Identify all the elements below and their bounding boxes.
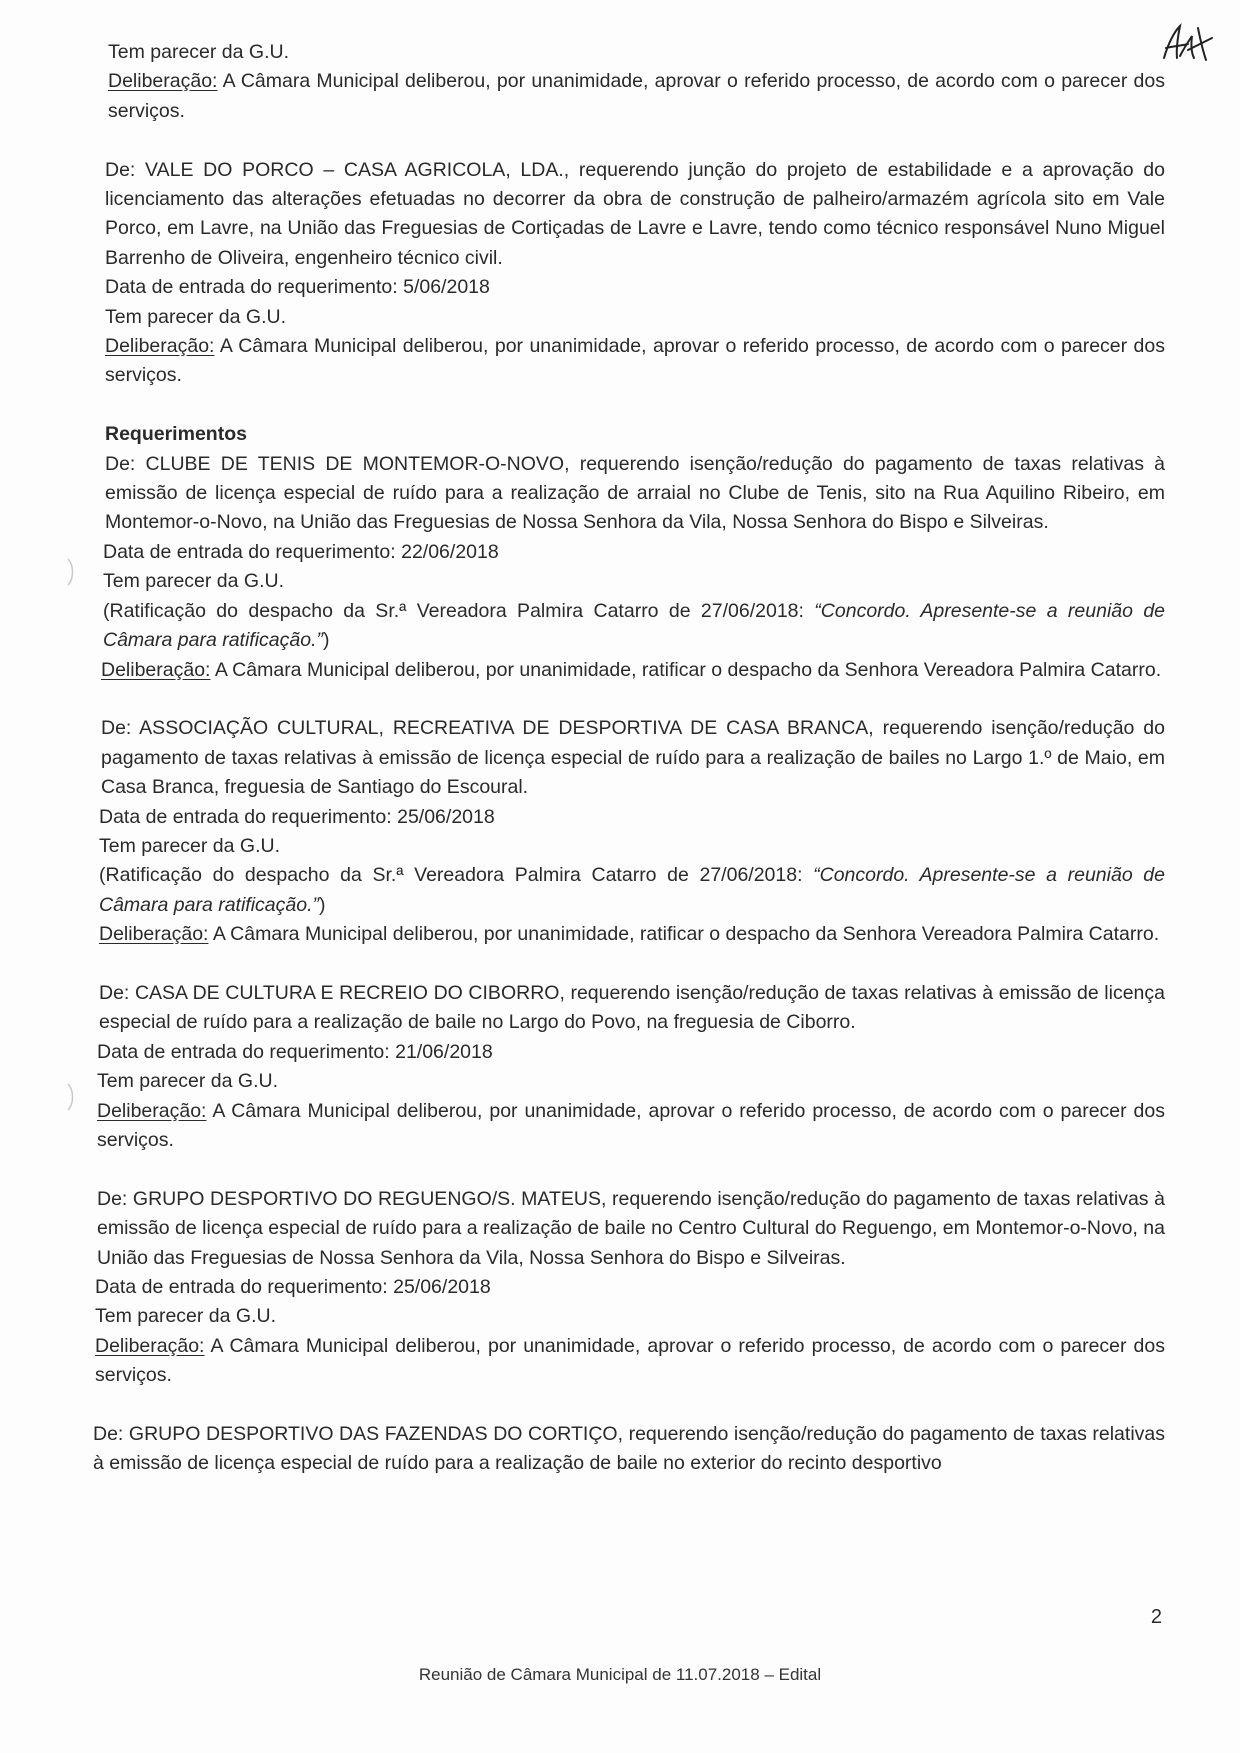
parecer-line: Tem parecer da G.U. [108, 41, 289, 63]
request-paragraph: De: CLUBE DE TENIS DE MONTEMOR-O-NOVO, requerendo isenção/redução do pagamento de taxas relativas à emissão de licença especial de ruído para a realização de arraial no Clube de Tenis, sito na Rua Aquilino Ribeiro, em Montemor-o-Novo, na União das Freguesias de Nossa Senhora da Vila, Nossa Senhora do Bispo e Silveiras. [105, 452, 1165, 534]
ratificacao-suffix: ) [319, 893, 326, 916]
deliberacao-text: A Câmara Municipal deliberou, por unanimidade, aprovar o referido processo, de acordo com o parecer dos serviços. [108, 70, 1165, 122]
deliberacao-paragraph [97, 1097, 1165, 1156]
parecer-line: Tem parecer da G.U. [99, 834, 280, 857]
data-entrada-line: Data de entrada do requerimento: 22/06/2018 [103, 540, 499, 563]
document-body [93, 38, 1166, 1479]
ratificacao-prefix: (Ratificação do despacho da Sr.ª Vereadora Palmira Catarro de 27/06/2018: [99, 864, 814, 887]
data-entrada-line: Data de entrada do requerimento: 25/06/2018 [95, 1275, 491, 1298]
data-entrada-line: Data de entrada do requerimento: 25/06/2018 [99, 805, 495, 828]
deliberacao-paragraph [95, 1332, 1165, 1391]
ratificacao-paragraph [103, 597, 1165, 656]
deliberacao-label: Deliberação: [101, 658, 211, 681]
deliberacao-label: Deliberação: [99, 923, 209, 946]
punch-hole-mark [46, 555, 76, 589]
deliberacao-label: Deliberação: [108, 70, 218, 93]
deliberacao-text: A Câmara Municipal deliberou, por unanimidade, ratificar o despacho da Senhora Vereadora Palmira Catarro. [210, 658, 1162, 681]
deliberacao-paragraph [99, 920, 1165, 949]
section-heading: Requerimentos [105, 423, 247, 446]
deliberacao-text: A Câmara Municipal deliberou, por unanimidade, aprovar o referido processo, de acordo com o parecer dos serviços. [95, 1334, 1165, 1387]
data-entrada-line: Data de entrada do requerimento: 5/06/2018 [105, 276, 490, 299]
data-entrada-line: Data de entrada do requerimento: 21/06/2018 [97, 1040, 493, 1063]
parecer-line: Tem parecer da G.U. [95, 1305, 276, 1328]
parecer-line: Tem parecer da G.U. [103, 570, 284, 593]
page-footer: Reunião de Câmara Municipal de 11.07.2018 – Edital [418, 1665, 822, 1684]
deliberacao-label: Deliberação: [95, 1334, 205, 1357]
deliberacao-text: A Câmara Municipal deliberou, por unanimidade, aprovar o referido processo, de acordo com o parecer dos serviços. [97, 1099, 1165, 1151]
request-paragraph: De: GRUPO DESPORTIVO DAS FAZENDAS DO CORTIÇO, requerendo isenção/redução do pagamento de taxas relativas à emissão de licença especial de ruído para a realização de baile no exterior do recinto desportivo [93, 1423, 1165, 1475]
ratificacao-quote: “Concordo. Apresente-se a reunião de Câmara para ratificação.” [103, 599, 1166, 652]
ratificacao-suffix: ) [323, 629, 330, 652]
deliberacao-text: A Câmara Municipal deliberou, por unanimidade, aprovar o referido processo, de acordo com o parecer dos serviços. [105, 335, 1165, 387]
punch-hole-mark [46, 1080, 76, 1114]
deliberacao-paragraph [105, 332, 1165, 391]
request-paragraph: De: VALE DO PORCO – CASA AGRICOLA, LDA., requerendo junção do projeto de estabilidade e a aprovação do licenciamento das alterações efetuadas no decorrer da obra de construção de palheiro/armazém agrícola sito em Vale Porco, em Lavre, na União das Freguesias de Cortiçadas de Lavre e Lavre, tendo como técnico responsável Nuno Miguel Barrenho de Oliveira, engenheiro técnico civil. [105, 158, 1165, 269]
page-number: 2 [1150, 1606, 1162, 1628]
parecer-line: Tem parecer da G.U. [97, 1070, 278, 1093]
deliberacao-label: Deliberação: [97, 1099, 207, 1122]
deliberacao-paragraph [108, 67, 1165, 126]
ratificacao-quote: “Concordo. Apresente-se a reunião de Câmara para ratificação.” [99, 864, 1165, 916]
parecer-line: Tem parecer da G.U. [105, 305, 286, 328]
request-paragraph: De: CASA DE CULTURA E RECREIO DO CIBORRO, requerendo isenção/redução de taxas relativas à emissão de licença especial de ruído para a realização de baile no Largo do Povo, na freguesia de Ciborro. [99, 981, 1165, 1034]
deliberacao-text: A Câmara Municipal deliberou, por unanimidade, ratificar o despacho da Senhora Vereadora Palmira Catarro. [208, 923, 1160, 946]
ratificacao-paragraph [99, 861, 1165, 920]
request-paragraph: De: ASSOCIAÇÃO CULTURAL, RECREATIVA DE DESPORTIVA DE CASA BRANCA, requerendo isenção/redução do pagamento de taxas relativas à emissão de licença especial de ruído para a realização de bailes no Largo 1.º de Maio, em Casa Branca, freguesia de Santiago do Escoural. [101, 717, 1165, 799]
ratificacao-prefix: (Ratificação do despacho da Sr.ª Vereadora Palmira Catarro de 27/06/2018: [103, 599, 815, 622]
request-paragraph: De: GRUPO DESPORTIVO DO REGUENGO/S. MATEUS, requerendo isenção/redução do pagamento de taxas relativas à emissão de licença especial de ruído para a realização de baile no Centro Cultural do Reguengo, em Montemor-o-Novo, na União das Freguesias de Nossa Senhora da Vila, Nossa Senhora do Bispo e Silveiras. [97, 1187, 1165, 1269]
deliberacao-label: Deliberação: [105, 335, 215, 358]
deliberacao-paragraph [101, 656, 1165, 685]
handwritten-initials [1158, 20, 1216, 66]
